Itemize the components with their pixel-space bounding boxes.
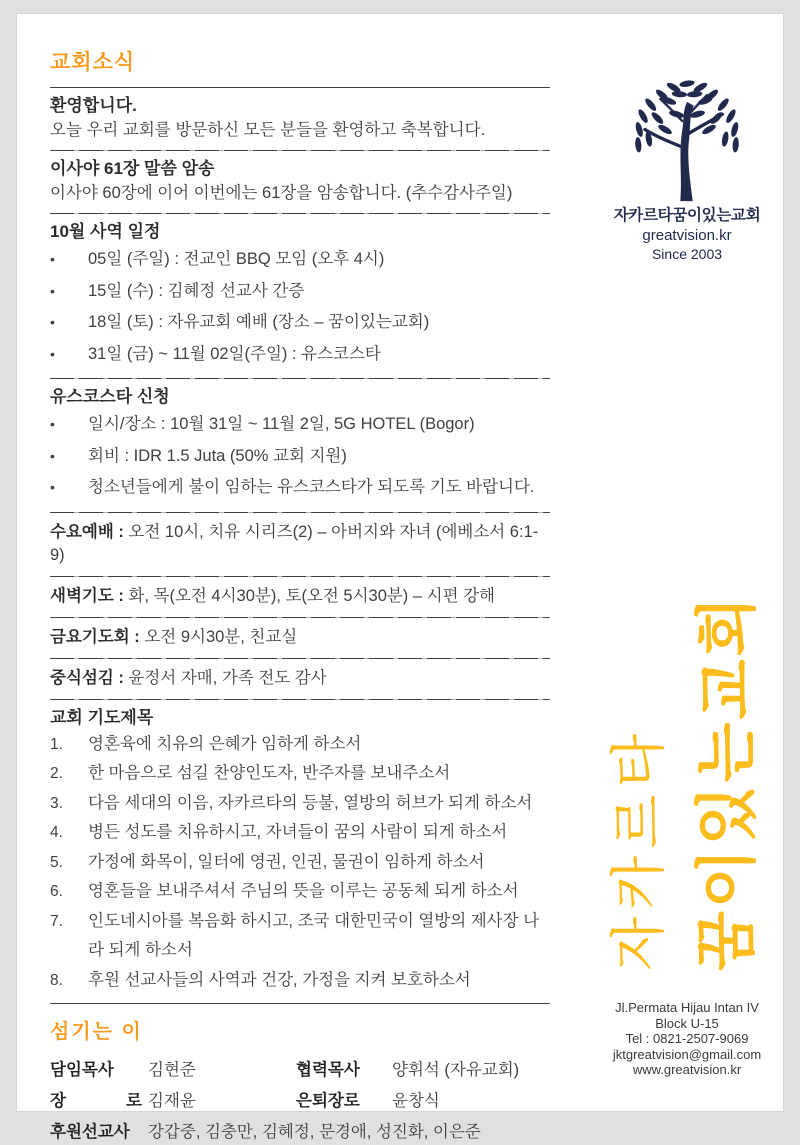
- staff-name: 양휘석 (자유교회): [392, 1061, 520, 1079]
- list-item: [50, 409, 550, 441]
- section-welcome: [50, 88, 550, 150]
- item-text: 다음 세대의 이음, 자카르타의 등불, 열방의 허브가 되게 하소서: [88, 793, 533, 812]
- row-text: 화, 목(오전 4시30분), 토(오전 5시30분) – 시편 강해: [123, 586, 495, 605]
- row-text: 오전 10시, 치유 시리즈(2) – 아버지와 자녀 (에베소서 6:1-9): [50, 522, 539, 564]
- item-number: 6.: [50, 883, 63, 900]
- row-label: 금요기도회 :: [50, 627, 140, 646]
- numbered-item: [50, 848, 550, 878]
- staff-name: 김재윤: [148, 1092, 196, 1110]
- numbered-item: [50, 759, 550, 789]
- contact-block: [595, 1000, 779, 1078]
- item-number: 5.: [50, 853, 63, 871]
- serving-section: [50, 1020, 550, 1145]
- logo-name-main: 꿈이있는교회: [672, 207, 761, 224]
- section-title: 유스코스타 신청: [50, 387, 170, 406]
- list-item-text: 15일 (수) : 김혜정 선교사 간증: [88, 281, 305, 300]
- list-item-text: 31일 (금) ~ 11월 02일(주일) : 유스코스타: [88, 344, 381, 363]
- row-label: 중식섬김 :: [50, 668, 124, 687]
- item-number: 4.: [50, 824, 63, 841]
- numbered-item: [50, 907, 550, 966]
- row-label: 새벽기도 :: [50, 586, 124, 605]
- bullet-icon: •: [50, 416, 55, 432]
- bullet-icon: •: [50, 282, 55, 299]
- contact-email: jktgreatvision@gmail.com: [612, 1046, 762, 1062]
- church-logo-block: [595, 77, 779, 263]
- bullet-icon: •: [50, 479, 55, 495]
- section-october-schedule: [50, 214, 550, 378]
- logo-church-name: [595, 205, 779, 226]
- logo-name-prefix: 자카르타: [613, 207, 673, 224]
- item-number: 7.: [50, 912, 63, 930]
- list-item-text: 회비 : IDR 1.5 Juta (50% 교회 지원): [88, 446, 347, 465]
- tree-logo-icon: [612, 77, 762, 203]
- item-number: 2.: [50, 765, 63, 782]
- item-number: 1.: [50, 735, 63, 753]
- numbered-item: [50, 877, 550, 907]
- contact-website: www.greatvision.kr: [632, 1062, 742, 1077]
- vertical-name-line1: 자카르타: [607, 726, 670, 971]
- section-title: 10월 사역 일정: [50, 222, 161, 241]
- section-title: 이사야 61장 말씀 암송: [50, 159, 215, 178]
- bullet-icon: •: [50, 345, 55, 362]
- item-text: 영혼들을 보내주셔서 주님의 뜻을 이루는 공동체 되게 하소서: [88, 882, 519, 900]
- bullet-icon: •: [50, 314, 55, 330]
- staff-role: 담임목사: [50, 1061, 114, 1079]
- staff-name: 윤창식: [392, 1092, 440, 1110]
- section-title: 환영합니다.: [50, 96, 137, 115]
- section-body: 이사야 60장에 이어 이번에는 61장을 암송합니다. (추수감사주일): [50, 184, 513, 202]
- item-text: 가정에 화목이, 일터에 영권, 인권, 물권이 임하게 하소서: [88, 852, 485, 871]
- item-text: 한 마음으로 섬길 찬양인도자, 반주자를 보내주소서: [88, 764, 451, 782]
- logo-since: Since 2003: [651, 246, 723, 262]
- row-label: 수요예배 :: [50, 522, 124, 541]
- numbered-item: [50, 730, 550, 760]
- list-item: [50, 472, 550, 504]
- numbered-item: [50, 789, 550, 819]
- item-number: 3.: [50, 794, 63, 812]
- section-prayer-topics: [50, 700, 550, 1004]
- bullet-icon: •: [50, 251, 55, 267]
- list-item-text: 05일 (주일) : 전교인 BBQ 모임 (오후 4시): [88, 250, 385, 268]
- item-number: 8.: [50, 971, 63, 989]
- section-body: 오늘 우리 교회를 방문하신 모든 분들을 환영하고 축복합니다.: [50, 121, 486, 139]
- row-wednesday-service: [50, 513, 550, 576]
- news-heading: 교회소식: [50, 51, 136, 74]
- list-item: [50, 244, 550, 276]
- staff-role: 장 로: [50, 1092, 142, 1110]
- row-dawn-prayer: [50, 577, 550, 617]
- staff-role: 협력목사: [296, 1061, 360, 1079]
- staff-role: 은퇴장로: [296, 1092, 360, 1110]
- staff-name: 김현준: [148, 1061, 196, 1079]
- divider: [50, 1003, 550, 1004]
- list-item: [50, 339, 550, 371]
- vertical-name-line2: 꿈이있는교회: [693, 593, 762, 971]
- logo-website: greatvision.kr: [642, 227, 732, 244]
- contact-address-line1: Jl.Permata Hijau Intan IV: [615, 1000, 759, 1015]
- item-text: 후원 선교사들의 사역과 건강, 가정을 지켜 보호하소서: [88, 970, 471, 989]
- list-item-text: 18일 (토) : 자유교회 예배 (장소 – 꿈이있는교회): [88, 313, 430, 331]
- vertical-church-name: [595, 565, 775, 971]
- serving-heading: 섬기는 이: [50, 1021, 143, 1043]
- contact-address-line2: Block U-15: [655, 1015, 719, 1031]
- news-column: [50, 50, 550, 1145]
- row-text: 오전 9시30분, 친교실: [139, 627, 298, 646]
- section-youthcostar: [50, 379, 550, 512]
- section-title: 교회 기도제목: [50, 707, 154, 727]
- row-lunch-serving: [50, 659, 550, 699]
- list-item: [50, 441, 550, 473]
- row-friday-prayer: [50, 618, 550, 658]
- staff-role: 후원선교사: [50, 1123, 130, 1141]
- section-memorize: [50, 151, 550, 213]
- list-item: [50, 307, 550, 339]
- list-item-text: 일시/장소 : 10월 31일 ~ 11월 2일, 5G HOTEL (Bogor): [88, 415, 475, 433]
- list-item: [50, 276, 550, 308]
- staff-table: [50, 1058, 550, 1145]
- numbered-item: [50, 966, 550, 996]
- bullet-icon: •: [50, 447, 55, 464]
- contact-tel: Tel : 0821-2507-9069: [625, 1031, 749, 1046]
- row-text: 윤정서 자매, 가족 전도 감사: [123, 668, 327, 687]
- item-text: 인도네시아를 복음화 하시고, 조국 대한민국이 열방의 제사장 나라 되게 하소서: [88, 911, 540, 959]
- list-item-text: 청소년들에게 불이 임하는 유스코스타가 되도록 기도 바랍니다.: [88, 478, 535, 496]
- item-text: 병든 성도를 치유하시고, 자녀들이 꿈의 사람이 되게 하소서: [88, 823, 508, 841]
- numbered-item: [50, 818, 550, 848]
- staff-name: 강갑중, 김충만, 김혜정, 문경애, 성진화, 이은준: [148, 1123, 481, 1141]
- bulletin-page: [16, 13, 784, 1141]
- item-text: 영혼육에 치유의 은혜가 임하게 하소서: [88, 734, 362, 753]
